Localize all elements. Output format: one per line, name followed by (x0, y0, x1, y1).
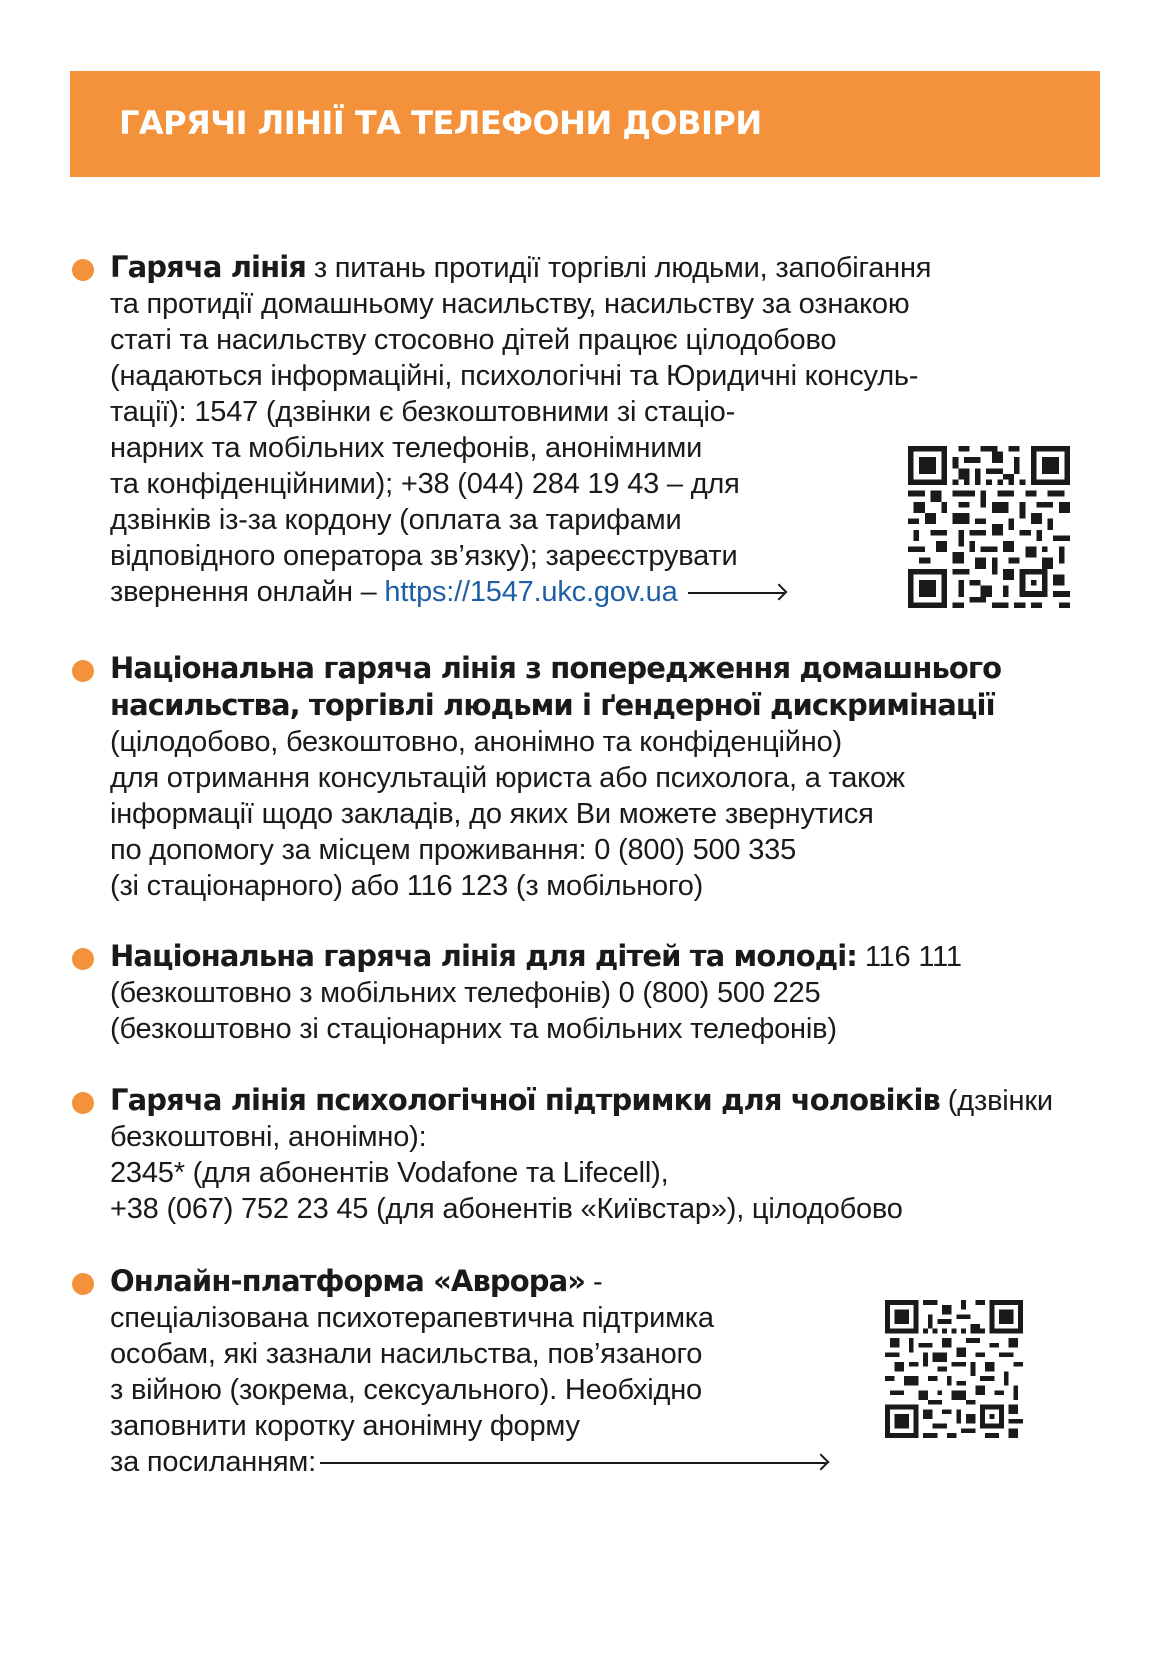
entry-title: Гаряча лінія (110, 250, 306, 284)
bullet-dot (72, 259, 94, 281)
entry-title: Гаряча лінія психологічної підтримки для чоловіків (110, 1083, 940, 1117)
hotline-entry-children-youth (72, 938, 1092, 1047)
qr-code-avrora[interactable] (885, 1300, 1023, 1438)
entry-text: Національна гаряча лінія з попередження домашнього насильства, торгівлі людьми і ґендерної дискримінації (цілодобово, безкоштовно, анонімно та конфіденційно) для отримання консультацій юриста або психолога, а також інформації щодо закладів, до яких Ви можете звернутися по допомогу за місцем проживання: 0 (800) 500 335 (зі стаціонарного) або 116 123 (з мобільного) (110, 651, 1002, 902)
hotline-entry-men-support (72, 1082, 1092, 1227)
entry-title: Онлайн-платформа «Аврора» (110, 1264, 586, 1298)
hotline-entry-national-domestic-violence (72, 650, 1092, 904)
ukc-link[interactable]: https://1547.ukc.gov.ua (384, 576, 678, 608)
entry-text: Онлайн-платформа «Аврора» - спеціалізована психотерапевтична підтримка особам, які зазнали насильства, пов’язаного з війною (зокрема, сексуального). Необхідно заповнити коротку анонімну форму за посиланням: (110, 1263, 1092, 1480)
bullet-dot (72, 948, 94, 970)
bullet-dot (72, 1273, 94, 1295)
bullet-dot (72, 660, 94, 682)
entry-text: Національна гаряча лінія для дітей та молоді: 116 111 (безкоштовно з мобільних телефонів) 0 (800) 500 225 (безкоштовно зі стаціонарних та мобільних телефонів) (110, 939, 962, 1045)
entry-title-cont: насильства, торгівлі людьми і ґендерної дискримінації (110, 688, 995, 722)
arrow-right-icon (320, 1462, 826, 1464)
header-banner (70, 71, 1100, 177)
entry-title: Національна гаряча лінія з попередження домашнього (110, 651, 1002, 685)
arrow-right-icon (688, 592, 784, 594)
entry-text: Гаряча лінія з питань протидії торгівлі людьми, запобігання та протидії домашньому насильству, насильству за ознакою статі та насильству стосовно дітей працює цілодобово (надаються інформаційні, психологічні та Юридичні консуль- тації): 1547 (дзвінки є безкоштовними зі стаціо- нарних та мобільних телефонів, анонімними та конфіденційними); +38 (044) 284 19 43 – для дзвінків із-за кордону (оплата за тарифами відповідного оператора зв’язку); зареєструвати звернення онлайн – https://1547.ukc.gov.ua (110, 250, 932, 608)
entry-text: Гаряча лінія психологічної підтримки для чоловіків (дзвінки безкоштовні, анонімно): 2345* (для абонентів Vodafone та Lifecell), +38 (067) 752 23 45 (для абонентів «Київстар»), цілодобово (110, 1083, 1053, 1225)
entry-title: Національна гаряча лінія для дітей та молоді: (110, 939, 857, 973)
bullet-dot (72, 1092, 94, 1114)
qr-code-1547[interactable] (908, 446, 1070, 608)
page-title: ГАРЯЧІ ЛІНІЇ ТА ТЕЛЕФОНИ ДОВІРИ (119, 104, 762, 142)
